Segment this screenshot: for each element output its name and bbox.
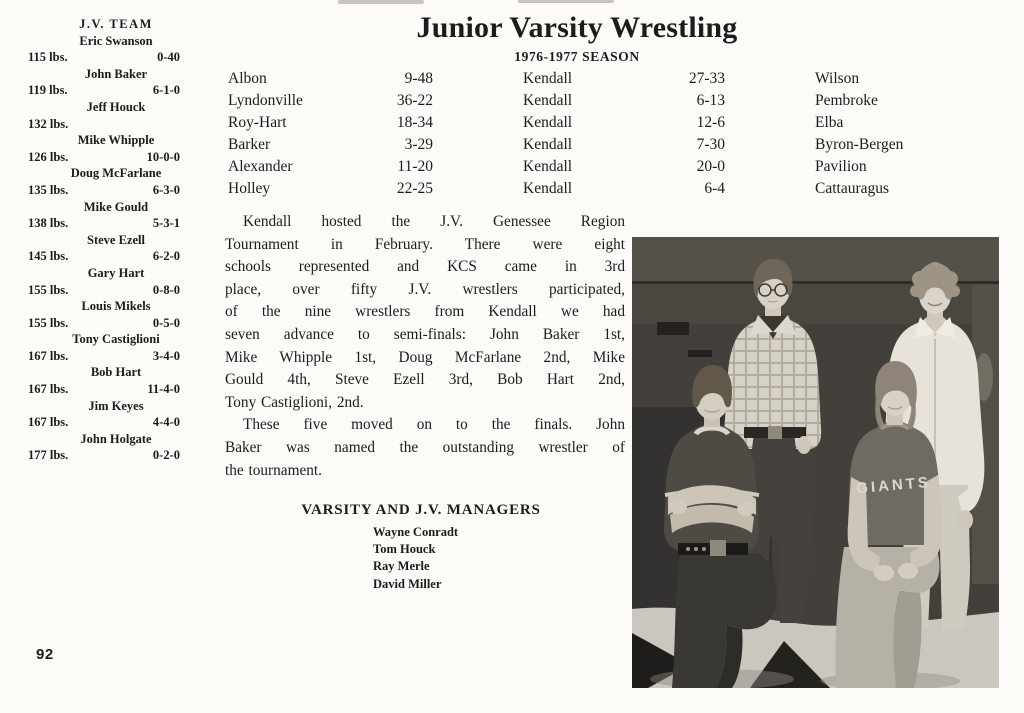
wrestler-weight: 155 lbs. bbox=[28, 315, 69, 330]
wrestler-name: Louis Mikels bbox=[81, 299, 151, 314]
wrestler-record: 4-4-0 bbox=[152, 415, 180, 430]
wrestler-record: 0-8-0 bbox=[152, 282, 180, 297]
opponent-right: Elba bbox=[815, 114, 844, 132]
manager-name: David Miller bbox=[373, 576, 442, 591]
wrestler-record: 5-3-1 bbox=[152, 216, 180, 231]
wrestler-weight-record bbox=[28, 149, 180, 166]
article-paragraph bbox=[225, 211, 625, 414]
wrestler-record: 0-5-0 bbox=[152, 315, 180, 330]
score-right: 20-0 bbox=[696, 158, 725, 176]
score-left: 3-29 bbox=[404, 136, 433, 154]
team-name: Kendall bbox=[523, 136, 573, 154]
roster-entry bbox=[0, 364, 232, 397]
wrestler-weight: 155 lbs. bbox=[28, 282, 69, 297]
wrestler-record: 6-3-0 bbox=[152, 182, 180, 197]
roster-entry bbox=[0, 265, 232, 298]
team-name: Kendall bbox=[523, 70, 573, 87]
score-right: 7-30 bbox=[696, 136, 725, 154]
wrestler-name: Mike Whipple bbox=[77, 133, 155, 148]
match-result-row bbox=[228, 92, 922, 114]
wrestler-weight: 145 lbs. bbox=[28, 249, 69, 264]
season-subtitle: 1976-1977 SEASON bbox=[514, 49, 640, 64]
team-name: Kendall bbox=[523, 114, 573, 132]
wrestler-record: 0-40 bbox=[157, 50, 180, 65]
wrestler-name: Mike Gould bbox=[83, 199, 149, 214]
match-result-row bbox=[228, 180, 922, 202]
article-line: Mike Whipple 1st, Doug McFarlane 2nd, Mike bbox=[225, 348, 625, 366]
opponent-left: Albon bbox=[228, 70, 267, 87]
roster-entry bbox=[0, 99, 232, 132]
managers-list bbox=[373, 524, 592, 593]
wrestler-record: 3-4-0 bbox=[152, 348, 180, 363]
score-right: 27-33 bbox=[688, 70, 725, 87]
page-number: 92 bbox=[36, 646, 54, 663]
roster-entry bbox=[0, 132, 232, 165]
wrestler-record: 6-1-0 bbox=[152, 83, 180, 98]
opponent-left: Holley bbox=[228, 180, 271, 198]
wrestler-name: Gary Hart bbox=[87, 265, 145, 280]
wrestler-weight: 138 lbs. bbox=[28, 216, 69, 231]
wrestler-weight: 177 lbs. bbox=[28, 448, 69, 463]
article-line: These five moved on to the finals. John bbox=[243, 416, 625, 434]
wrestler-weight-record bbox=[28, 381, 180, 398]
wrestler-weight-record bbox=[28, 82, 180, 99]
roster-entry bbox=[0, 398, 232, 431]
article-line: Tony Castiglioni, 2nd. bbox=[225, 393, 364, 411]
wrestler-name: John Holgate bbox=[80, 431, 152, 446]
wrestler-weight: 167 lbs. bbox=[28, 382, 69, 397]
jv-team-roster bbox=[0, 16, 232, 464]
article-line: Kendall hosted the J.V. Genessee Region bbox=[243, 213, 625, 230]
score-right: 12-6 bbox=[696, 114, 725, 132]
score-right: 6-13 bbox=[696, 92, 725, 110]
wrestler-name: Steve Ezell bbox=[87, 232, 145, 247]
roster-entry bbox=[0, 331, 232, 364]
team-name: Kendall bbox=[523, 180, 573, 198]
opponent-right: Wilson bbox=[815, 70, 860, 87]
score-left: 36-22 bbox=[396, 92, 433, 110]
roster-entry bbox=[0, 33, 232, 66]
page-title: Junior Varsity Wrestling bbox=[416, 11, 738, 44]
tournament-article bbox=[225, 211, 625, 482]
opponent-left: Barker bbox=[228, 136, 271, 154]
wrestler-weight: 126 lbs. bbox=[28, 149, 69, 164]
score-left: 22-25 bbox=[396, 180, 433, 198]
team-name: Kendall bbox=[523, 92, 573, 110]
manager-name: Wayne Conradt bbox=[373, 525, 459, 539]
managers-section bbox=[250, 502, 592, 593]
team-name: Kendall bbox=[523, 158, 573, 176]
roster-entry bbox=[0, 199, 232, 232]
wrestler-record: 10-0-0 bbox=[146, 149, 180, 164]
wrestler-weight-record bbox=[28, 414, 180, 431]
roster-entry bbox=[0, 431, 232, 464]
wrestler-name: Doug McFarlane bbox=[70, 166, 162, 181]
wrestler-record: 0-2-0 bbox=[152, 448, 180, 463]
roster-entry bbox=[0, 66, 232, 99]
article-line: Baker was named the outstanding wrestler of bbox=[225, 438, 625, 456]
wrestler-weight: 132 lbs. bbox=[28, 116, 69, 131]
opponent-right: Pavilion bbox=[815, 158, 867, 176]
season-results-table bbox=[228, 70, 922, 203]
article-line: seven advance to semi-finals: John Baker 1st, bbox=[225, 325, 625, 343]
match-result-row bbox=[228, 70, 922, 92]
article-line: the tournament. bbox=[225, 461, 323, 479]
article-paragraph bbox=[225, 414, 625, 482]
giants-shirt-text: GIANTS bbox=[855, 473, 932, 498]
score-left: 9-48 bbox=[404, 70, 433, 87]
page-header bbox=[230, 11, 924, 65]
roster-entry bbox=[0, 232, 232, 265]
wrestler-weight: 167 lbs. bbox=[28, 348, 69, 363]
opponent-left: Roy-Hart bbox=[228, 114, 287, 132]
wrestler-name: Jeff Houck bbox=[86, 99, 146, 114]
scan-artifact bbox=[518, 0, 614, 3]
manager-name: Tom Houck bbox=[373, 542, 436, 557]
manager-name: Ray Merle bbox=[373, 559, 430, 574]
wrestler-weight: 115 lbs. bbox=[28, 50, 68, 65]
wrestler-weight-record bbox=[28, 315, 180, 332]
wrestler-record: 6-2-0 bbox=[152, 249, 180, 264]
wrestler-name: Eric Swanson bbox=[79, 33, 153, 48]
article-line: place, over fifty J.V. wrestlers participated, bbox=[225, 280, 625, 298]
score-right: 6-4 bbox=[704, 180, 725, 198]
wrestler-weight-record bbox=[28, 49, 180, 66]
roster-title: J.V. TEAM bbox=[79, 17, 153, 31]
opponent-left: Lyndonville bbox=[228, 92, 303, 110]
article-line: Gould 4th, Steve Ezell 3rd, Bob Hart 2nd, bbox=[225, 371, 625, 389]
score-left: 18-34 bbox=[396, 114, 433, 132]
wrestler-record: 11-4-0 bbox=[147, 382, 180, 397]
wrestler-name: Jim Keyes bbox=[88, 398, 144, 413]
article-line: of the nine wrestlers from Kendall we had bbox=[225, 303, 625, 321]
wrestler-name: Bob Hart bbox=[90, 365, 142, 380]
score-left: 11-20 bbox=[397, 158, 433, 176]
roster-entry bbox=[0, 298, 232, 331]
wrestler-weight: 167 lbs. bbox=[28, 415, 69, 430]
wrestler-name: Tony Castiglioni bbox=[72, 332, 160, 347]
match-result-row bbox=[228, 114, 922, 136]
wrestler-weight-record bbox=[28, 248, 180, 265]
wrestler-weight-record bbox=[28, 215, 180, 232]
opponent-right: Pembroke bbox=[815, 92, 878, 110]
team-photo bbox=[632, 237, 999, 688]
team-photo-image bbox=[632, 237, 999, 688]
wrestler-weight-record bbox=[28, 282, 180, 299]
scan-artifact bbox=[338, 0, 424, 4]
wrestler-weight: 119 lbs. bbox=[28, 83, 68, 98]
wrestler-weight-record bbox=[28, 116, 180, 133]
wrestler-weight: 135 lbs. bbox=[28, 182, 69, 197]
roster-list bbox=[0, 33, 232, 464]
wrestler-weight-record bbox=[28, 348, 180, 365]
opponent-right: Byron-Bergen bbox=[815, 136, 904, 154]
roster-entry bbox=[0, 165, 232, 198]
match-result-row bbox=[228, 136, 922, 158]
match-result-row bbox=[228, 158, 922, 180]
wrestler-weight-record bbox=[28, 447, 180, 464]
article-line: Tournament in February. There were eight bbox=[225, 235, 625, 253]
article-line: schools represented and KCS came in 3rd bbox=[225, 258, 625, 276]
wrestler-weight-record bbox=[28, 182, 180, 199]
managers-title: VARSITY AND J.V. MANAGERS bbox=[301, 502, 541, 518]
wrestler-name: John Baker bbox=[84, 66, 148, 81]
opponent-right: Cattauragus bbox=[815, 180, 890, 198]
opponent-left: Alexander bbox=[228, 158, 293, 176]
